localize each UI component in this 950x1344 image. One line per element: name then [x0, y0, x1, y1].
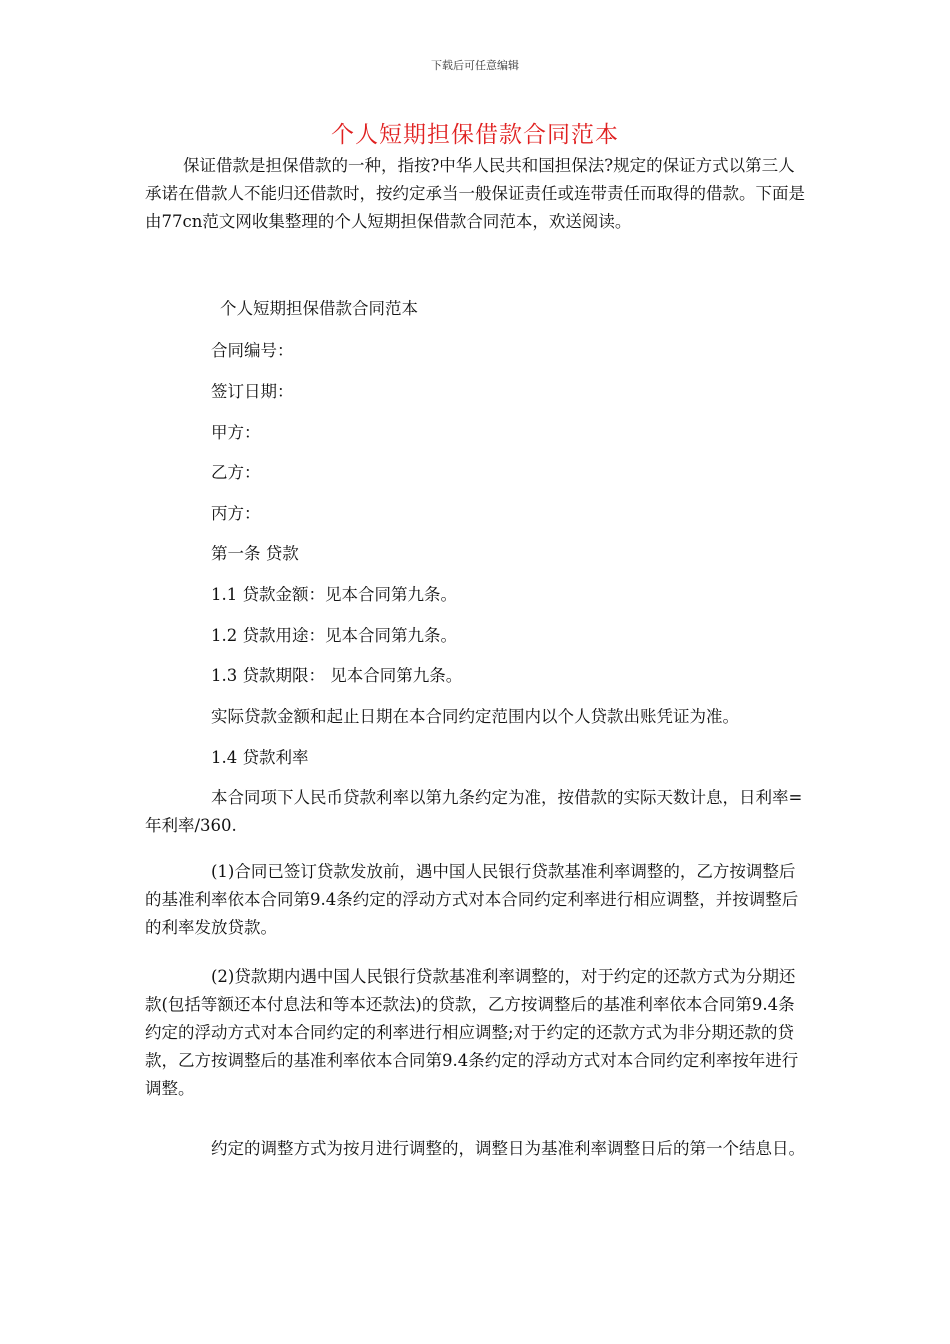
clause-2: (2)贷款期内遇中国人民银行贷款基准利率调整的，对于约定的还款方式为分期还款(包括等额还本付息法和等本还款法)的贷款，乙方按调整后的基准利率依本合同第9.4条约定的浮动方式对本合同约定的利率进行相应调整;对于约定的还款方式为非分期还款的贷款，乙方按调整后的基准利率依本合同第9.4条约定的浮动方式对本合同约定利率按年进行调整。 [145, 967, 799, 1098]
clause-1: (1)合同已签订贷款发放前，遇中国人民银行贷款基准利率调整的，乙方按调整后的基准利率依本合同第9.4条约定的浮动方式对本合同约定利率进行相应调整，并按调整后的利率发放贷款。 [145, 862, 799, 937]
party-b-field: 乙方： [211, 463, 261, 482]
item-1-4: 1.4 贷款利率 [211, 748, 309, 767]
sign-date-field: 签订日期： [211, 382, 294, 401]
clause-2-block [145, 963, 807, 1103]
party-c-field: 丙方： [211, 504, 261, 523]
header-note: 下载后可任意编辑 [431, 59, 519, 72]
adjust-paragraph-block [145, 1135, 807, 1163]
party-a-field: 甲方： [211, 423, 261, 442]
intro-paragraph-block [145, 152, 807, 236]
adjust-paragraph: 约定的调整方式为按月进行调整的，调整日为基准利率调整日后的第一个结息日。 [211, 1139, 805, 1158]
actual-loan-note: 实际贷款金额和起止日期在本合同约定范围内以个人贷款出账凭证为准。 [211, 707, 739, 726]
rate-paragraph-block [145, 784, 807, 840]
item-1-3: 1.3 贷款期限： 见本合同第九条。 [211, 666, 463, 685]
document-title: 个人短期担保借款合同范本 [331, 122, 619, 148]
item-1-1: 1.1 贷款金额：见本合同第九条。 [211, 585, 457, 604]
contract-subtitle: 个人短期担保借款合同范本 [220, 299, 418, 318]
rate-paragraph: 本合同项下人民币贷款利率以第九条约定为准，按借款的实际天数计息，日利率=年利率/360. [145, 788, 803, 835]
article-1-heading: 第一条 贷款 [211, 544, 299, 563]
intro-paragraph: 保证借款是担保借款的一种，指按?中华人民共和国担保法?规定的保证方式以第三人承诺在借款人不能归还借款时，按约定承当一般保证责任或连带责任而取得的借款。下面是由77cn范文网收集整理的个人短期担保借款合同范本，欢送阅读。 [145, 156, 805, 231]
item-1-2: 1.2 贷款用途：见本合同第九条。 [211, 626, 457, 645]
contract-number-field: 合同编号： [211, 341, 294, 360]
clause-1-block [145, 858, 807, 942]
